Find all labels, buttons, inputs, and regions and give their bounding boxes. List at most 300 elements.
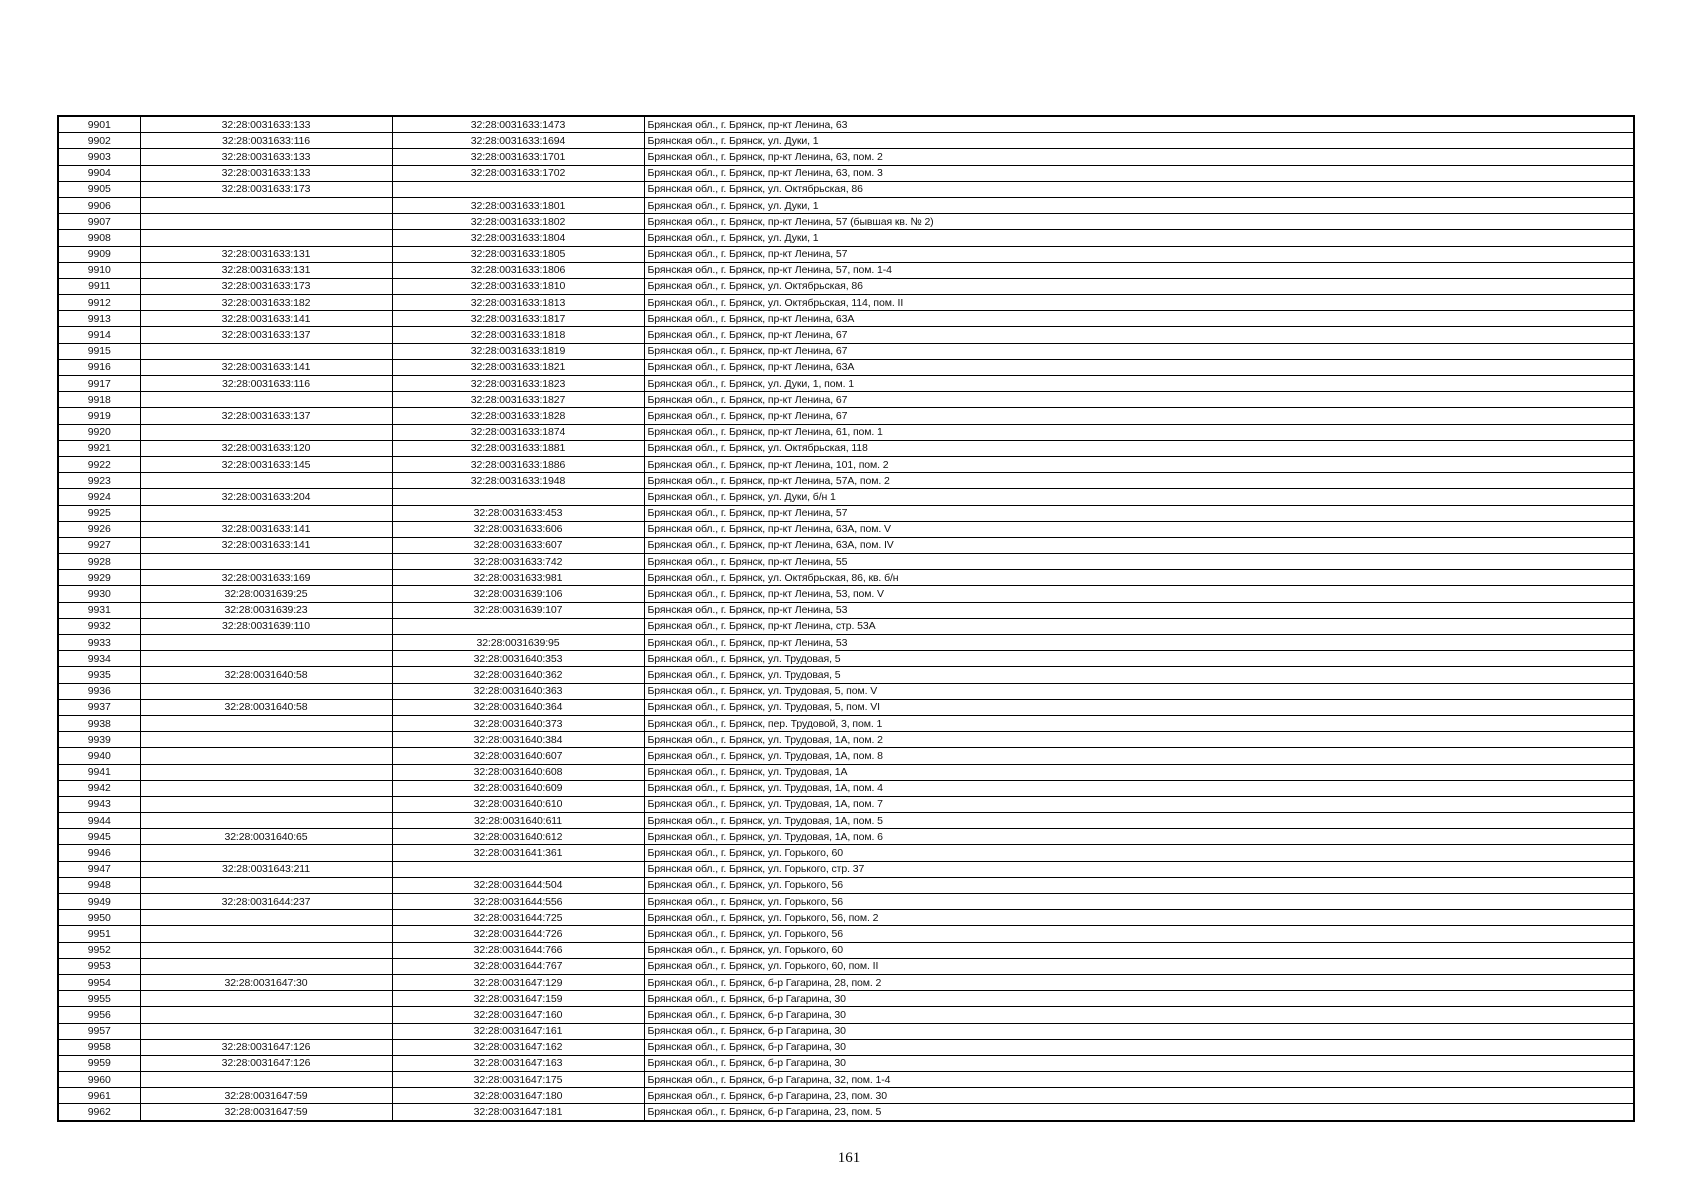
table-row <box>58 845 1634 861</box>
object-cadastral-number-cell: 32:28:0031633:606 <box>392 521 644 537</box>
object-cadastral-number-cell: 32:28:0031640:364 <box>392 699 644 715</box>
table-row <box>58 667 1634 683</box>
address-cell: Брянская обл., г. Брянск, пр-кт Ленина, 57, пом. 1-4 <box>644 262 1634 278</box>
table-row <box>58 262 1634 278</box>
table-row <box>58 958 1634 974</box>
table-row <box>58 230 1634 246</box>
land-plot-cadastral-number-cell <box>140 796 392 812</box>
land-plot-cadastral-number-cell: 32:28:0031633:120 <box>140 440 392 456</box>
row-number-cell: 9941 <box>58 764 140 780</box>
row-number-cell: 9917 <box>58 376 140 392</box>
table-row <box>58 295 1634 311</box>
table-row <box>58 1104 1634 1121</box>
object-cadastral-number-cell: 32:28:0031633:1801 <box>392 197 644 213</box>
land-plot-cadastral-number-cell <box>140 651 392 667</box>
object-cadastral-number-cell: 32:28:0031633:1813 <box>392 295 644 311</box>
address-cell: Брянская обл., г. Брянск, б-р Гагарина, 30 <box>644 1023 1634 1039</box>
table-row <box>58 715 1634 731</box>
object-cadastral-number-cell: 32:28:0031633:1802 <box>392 214 644 230</box>
address-cell: Брянская обл., г. Брянск, ул. Горького, 56, пом. 2 <box>644 910 1634 926</box>
row-number-cell: 9955 <box>58 991 140 1007</box>
object-cadastral-number-cell: 32:28:0031633:1948 <box>392 473 644 489</box>
address-cell: Брянская обл., г. Брянск, пр-кт Ленина, 67 <box>644 392 1634 408</box>
row-number-cell: 9943 <box>58 796 140 812</box>
object-cadastral-number-cell: 32:28:0031640:384 <box>392 732 644 748</box>
address-cell: Брянская обл., г. Брянск, пр-кт Ленина, 67 <box>644 408 1634 424</box>
address-cell: Брянская обл., г. Брянск, ул. Дуки, 1 <box>644 230 1634 246</box>
row-number-cell: 9935 <box>58 667 140 683</box>
address-cell: Брянская обл., г. Брянск, б-р Гагарина, 30 <box>644 1007 1634 1023</box>
table-row <box>58 197 1634 213</box>
table-row <box>58 910 1634 926</box>
land-plot-cadastral-number-cell: 32:28:0031633:182 <box>140 295 392 311</box>
address-cell: Брянская обл., г. Брянск, пр-кт Ленина, 53 <box>644 635 1634 651</box>
row-number-cell: 9956 <box>58 1007 140 1023</box>
land-plot-cadastral-number-cell: 32:28:0031640:58 <box>140 699 392 715</box>
address-cell: Брянская обл., г. Брянск, ул. Дуки, 1, пом. 1 <box>644 376 1634 392</box>
object-cadastral-number-cell: 32:28:0031640:353 <box>392 651 644 667</box>
address-cell: Брянская обл., г. Брянск, ул. Горького, 56 <box>644 894 1634 910</box>
table-row <box>58 829 1634 845</box>
table-row <box>58 214 1634 230</box>
land-plot-cadastral-number-cell: 32:28:0031633:169 <box>140 570 392 586</box>
address-cell: Брянская обл., г. Брянск, ул. Октябрьская, 114, пом. II <box>644 295 1634 311</box>
table-row <box>58 586 1634 602</box>
object-cadastral-number-cell: 32:28:0031639:95 <box>392 635 644 651</box>
object-cadastral-number-cell: 32:28:0031633:1818 <box>392 327 644 343</box>
address-cell: Брянская обл., г. Брянск, ул. Трудовая, 1А, пом. 8 <box>644 748 1634 764</box>
table-row <box>58 796 1634 812</box>
table-row <box>58 570 1634 586</box>
row-number-cell: 9924 <box>58 489 140 505</box>
table-row <box>58 521 1634 537</box>
land-plot-cadastral-number-cell <box>140 343 392 359</box>
row-number-cell: 9938 <box>58 715 140 731</box>
table-row <box>58 683 1634 699</box>
row-number-cell: 9904 <box>58 165 140 181</box>
object-cadastral-number-cell: 32:28:0031633:1806 <box>392 262 644 278</box>
address-cell: Брянская обл., г. Брянск, ул. Трудовая, 1А <box>644 764 1634 780</box>
table-row <box>58 974 1634 990</box>
land-plot-cadastral-number-cell: 32:28:0031647:30 <box>140 974 392 990</box>
row-number-cell: 9928 <box>58 554 140 570</box>
row-number-cell: 9911 <box>58 278 140 294</box>
table-row <box>58 618 1634 634</box>
table-row <box>58 440 1634 456</box>
table-row <box>58 780 1634 796</box>
table-row <box>58 327 1634 343</box>
object-cadastral-number-cell: 32:28:0031640:373 <box>392 715 644 731</box>
row-number-cell: 9931 <box>58 602 140 618</box>
table-row <box>58 392 1634 408</box>
land-plot-cadastral-number-cell: 32:28:0031647:126 <box>140 1039 392 1055</box>
object-cadastral-number-cell: 32:28:0031633:1881 <box>392 440 644 456</box>
address-cell: Брянская обл., г. Брянск, пр-кт Ленина, 67 <box>644 327 1634 343</box>
table-row <box>58 116 1634 133</box>
row-number-cell: 9918 <box>58 392 140 408</box>
table-row <box>58 554 1634 570</box>
address-cell: Брянская обл., г. Брянск, ул. Трудовая, 5, пом. VI <box>644 699 1634 715</box>
address-cell: Брянская обл., г. Брянск, ул. Горького, 60, пом. II <box>644 958 1634 974</box>
address-cell: Брянская обл., г. Брянск, ул. Дуки, 1 <box>644 197 1634 213</box>
row-number-cell: 9944 <box>58 813 140 829</box>
row-number-cell: 9910 <box>58 262 140 278</box>
row-number-cell: 9925 <box>58 505 140 521</box>
object-cadastral-number-cell: 32:28:0031633:1821 <box>392 359 644 375</box>
table-row <box>58 877 1634 893</box>
object-cadastral-number-cell: 32:28:0031644:767 <box>392 958 644 974</box>
table-row <box>58 894 1634 910</box>
row-number-cell: 9913 <box>58 311 140 327</box>
address-cell: Брянская обл., г. Брянск, ул. Трудовая, 1А, пом. 5 <box>644 813 1634 829</box>
registry-table <box>57 115 1635 1122</box>
land-plot-cadastral-number-cell <box>140 230 392 246</box>
address-cell: Брянская обл., г. Брянск, ул. Трудовая, 5 <box>644 667 1634 683</box>
row-number-cell: 9958 <box>58 1039 140 1055</box>
row-number-cell: 9950 <box>58 910 140 926</box>
land-plot-cadastral-number-cell <box>140 683 392 699</box>
address-cell: Брянская обл., г. Брянск, пр-кт Ленина, 57 <box>644 246 1634 262</box>
address-cell: Брянская обл., г. Брянск, пр-кт Ленина, 53 <box>644 602 1634 618</box>
address-cell: Брянская обл., г. Брянск, пр-кт Ленина, 67 <box>644 343 1634 359</box>
object-cadastral-number-cell: 32:28:0031647:181 <box>392 1104 644 1121</box>
address-cell: Брянская обл., г. Брянск, ул. Октябрьская, 118 <box>644 440 1634 456</box>
row-number-cell: 9945 <box>58 829 140 845</box>
row-number-cell: 9954 <box>58 974 140 990</box>
land-plot-cadastral-number-cell <box>140 764 392 780</box>
object-cadastral-number-cell: 32:28:0031639:107 <box>392 602 644 618</box>
address-cell: Брянская обл., г. Брянск, пр-кт Ленина, 57А, пом. 2 <box>644 473 1634 489</box>
address-cell: Брянская обл., г. Брянск, пр-кт Ленина, 61, пом. 1 <box>644 424 1634 440</box>
land-plot-cadastral-number-cell: 32:28:0031639:110 <box>140 618 392 634</box>
page-number: 161 <box>837 1150 861 1166</box>
land-plot-cadastral-number-cell: 32:28:0031643:211 <box>140 861 392 877</box>
object-cadastral-number-cell: 32:28:0031633:1874 <box>392 424 644 440</box>
land-plot-cadastral-number-cell: 32:28:0031647:59 <box>140 1104 392 1121</box>
land-plot-cadastral-number-cell: 32:28:0031633:141 <box>140 537 392 553</box>
address-cell: Брянская обл., г. Брянск, ул. Октябрьская, 86, кв. б/н <box>644 570 1634 586</box>
address-cell: Брянская обл., г. Брянск, пр-кт Ленина, 63А, пом. IV <box>644 537 1634 553</box>
address-cell: Брянская обл., г. Брянск, пр-кт Ленина, 55 <box>644 554 1634 570</box>
land-plot-cadastral-number-cell <box>140 813 392 829</box>
land-plot-cadastral-number-cell: 32:28:0031647:59 <box>140 1088 392 1104</box>
address-cell: Брянская обл., г. Брянск, ул. Дуки, 1 <box>644 133 1634 149</box>
row-number-cell: 9957 <box>58 1023 140 1039</box>
table-row <box>58 246 1634 262</box>
address-cell: Брянская обл., г. Брянск, ул. Горького, 60 <box>644 942 1634 958</box>
object-cadastral-number-cell: 32:28:0031633:1823 <box>392 376 644 392</box>
land-plot-cadastral-number-cell: 32:28:0031633:133 <box>140 149 392 165</box>
address-cell: Брянская обл., г. Брянск, б-р Гагарина, 28, пом. 2 <box>644 974 1634 990</box>
address-cell: Брянская обл., г. Брянск, ул. Горького, 56 <box>644 926 1634 942</box>
land-plot-cadastral-number-cell: 32:28:0031639:25 <box>140 586 392 602</box>
object-cadastral-number-cell: 32:28:0031640:362 <box>392 667 644 683</box>
land-plot-cadastral-number-cell <box>140 1023 392 1039</box>
address-cell: Брянская обл., г. Брянск, пр-кт Ленина, 63А, пом. V <box>644 521 1634 537</box>
table-row <box>58 505 1634 521</box>
table-row <box>58 1039 1634 1055</box>
table-row <box>58 748 1634 764</box>
land-plot-cadastral-number-cell: 32:28:0031633:141 <box>140 521 392 537</box>
address-cell: Брянская обл., г. Брянск, ул. Октябрьская, 86 <box>644 278 1634 294</box>
row-number-cell: 9908 <box>58 230 140 246</box>
object-cadastral-number-cell: 32:28:0031633:1828 <box>392 408 644 424</box>
object-cadastral-number-cell: 32:28:0031640:610 <box>392 796 644 812</box>
land-plot-cadastral-number-cell: 32:28:0031640:58 <box>140 667 392 683</box>
land-plot-cadastral-number-cell <box>140 635 392 651</box>
address-cell: Брянская обл., г. Брянск, пр-кт Ленина, 57 <box>644 505 1634 521</box>
land-plot-cadastral-number-cell <box>140 715 392 731</box>
row-number-cell: 9949 <box>58 894 140 910</box>
object-cadastral-number-cell: 32:28:0031633:1702 <box>392 165 644 181</box>
object-cadastral-number-cell: 32:28:0031640:607 <box>392 748 644 764</box>
row-number-cell: 9947 <box>58 861 140 877</box>
object-cadastral-number-cell: 32:28:0031633:1701 <box>392 149 644 165</box>
object-cadastral-number-cell: 32:28:0031644:726 <box>392 926 644 942</box>
table-row <box>58 278 1634 294</box>
row-number-cell: 9920 <box>58 424 140 440</box>
land-plot-cadastral-number-cell: 32:28:0031633:133 <box>140 116 392 133</box>
table-row <box>58 165 1634 181</box>
row-number-cell: 9915 <box>58 343 140 359</box>
land-plot-cadastral-number-cell: 32:28:0031640:65 <box>140 829 392 845</box>
row-number-cell: 9933 <box>58 635 140 651</box>
land-plot-cadastral-number-cell <box>140 392 392 408</box>
land-plot-cadastral-number-cell <box>140 845 392 861</box>
table-row <box>58 732 1634 748</box>
table-row <box>58 408 1634 424</box>
row-number-cell: 9929 <box>58 570 140 586</box>
row-number-cell: 9903 <box>58 149 140 165</box>
table-row <box>58 343 1634 359</box>
table-row <box>58 764 1634 780</box>
object-cadastral-number-cell: 32:28:0031644:556 <box>392 894 644 910</box>
object-cadastral-number-cell: 32:28:0031647:180 <box>392 1088 644 1104</box>
address-cell: Брянская обл., г. Брянск, ул. Трудовая, 5, пом. V <box>644 683 1634 699</box>
land-plot-cadastral-number-cell: 32:28:0031644:237 <box>140 894 392 910</box>
land-plot-cadastral-number-cell <box>140 910 392 926</box>
land-plot-cadastral-number-cell: 32:28:0031633:137 <box>140 408 392 424</box>
land-plot-cadastral-number-cell: 32:28:0031633:131 <box>140 246 392 262</box>
address-cell: Брянская обл., г. Брянск, ул. Горького, 56 <box>644 877 1634 893</box>
object-cadastral-number-cell: 32:28:0031633:981 <box>392 570 644 586</box>
row-number-cell: 9939 <box>58 732 140 748</box>
row-number-cell: 9902 <box>58 133 140 149</box>
land-plot-cadastral-number-cell: 32:28:0031633:204 <box>140 489 392 505</box>
address-cell: Брянская обл., г. Брянск, пр-кт Ленина, 63А <box>644 359 1634 375</box>
object-cadastral-number-cell: 32:28:0031647:160 <box>392 1007 644 1023</box>
object-cadastral-number-cell: 32:28:0031640:609 <box>392 780 644 796</box>
object-cadastral-number-cell: 32:28:0031647:162 <box>392 1039 644 1055</box>
table-row <box>58 1055 1634 1071</box>
address-cell: Брянская обл., г. Брянск, б-р Гагарина, 23, пом. 5 <box>644 1104 1634 1121</box>
table-row <box>58 926 1634 942</box>
address-cell: Брянская обл., г. Брянск, ул. Горького, 60 <box>644 845 1634 861</box>
address-cell: Брянская обл., г. Брянск, пр-кт Ленина, 57 (бывшая кв. № 2) <box>644 214 1634 230</box>
land-plot-cadastral-number-cell <box>140 197 392 213</box>
row-number-cell: 9916 <box>58 359 140 375</box>
object-cadastral-number-cell: 32:28:0031640:363 <box>392 683 644 699</box>
object-cadastral-number-cell: 32:28:0031647:159 <box>392 991 644 1007</box>
land-plot-cadastral-number-cell <box>140 732 392 748</box>
table-row <box>58 149 1634 165</box>
object-cadastral-number-cell: 32:28:0031647:175 <box>392 1072 644 1088</box>
row-number-cell: 9921 <box>58 440 140 456</box>
address-cell: Брянская обл., г. Брянск, б-р Гагарина, 30 <box>644 1055 1634 1071</box>
row-number-cell: 9923 <box>58 473 140 489</box>
table-row <box>58 181 1634 197</box>
row-number-cell: 9961 <box>58 1088 140 1104</box>
address-cell: Брянская обл., г. Брянск, пр-кт Ленина, 63 <box>644 116 1634 133</box>
address-cell: Брянская обл., г. Брянск, б-р Гагарина, 32, пом. 1-4 <box>644 1072 1634 1088</box>
object-cadastral-number-cell: 32:28:0031633:1804 <box>392 230 644 246</box>
object-cadastral-number-cell: 32:28:0031633:607 <box>392 537 644 553</box>
address-cell: Брянская обл., г. Брянск, ул. Трудовая, 1А, пом. 6 <box>644 829 1634 845</box>
address-cell: Брянская обл., г. Брянск, пр-кт Ленина, 63, пом. 3 <box>644 165 1634 181</box>
row-number-cell: 9927 <box>58 537 140 553</box>
address-cell: Брянская обл., г. Брянск, ул. Трудовая, 1А, пом. 7 <box>644 796 1634 812</box>
land-plot-cadastral-number-cell <box>140 424 392 440</box>
row-number-cell: 9936 <box>58 683 140 699</box>
object-cadastral-number-cell: 32:28:0031633:1817 <box>392 311 644 327</box>
row-number-cell: 9919 <box>58 408 140 424</box>
row-number-cell: 9914 <box>58 327 140 343</box>
row-number-cell: 9930 <box>58 586 140 602</box>
row-number-cell: 9926 <box>58 521 140 537</box>
object-cadastral-number-cell: 32:28:0031647:129 <box>392 974 644 990</box>
land-plot-cadastral-number-cell: 32:28:0031639:23 <box>140 602 392 618</box>
land-plot-cadastral-number-cell: 32:28:0031633:173 <box>140 278 392 294</box>
object-cadastral-number-cell: 32:28:0031644:766 <box>392 942 644 958</box>
land-plot-cadastral-number-cell: 32:28:0031633:137 <box>140 327 392 343</box>
object-cadastral-number-cell: 32:28:0031633:1819 <box>392 343 644 359</box>
address-cell: Брянская обл., г. Брянск, ул. Трудовая, 1А, пом. 4 <box>644 780 1634 796</box>
table-row <box>58 861 1634 877</box>
object-cadastral-number-cell: 32:28:0031647:161 <box>392 1023 644 1039</box>
address-cell: Брянская обл., г. Брянск, пер. Трудовой, 3, пом. 1 <box>644 715 1634 731</box>
table-row <box>58 424 1634 440</box>
table-row <box>58 473 1634 489</box>
row-number-cell: 9940 <box>58 748 140 764</box>
object-cadastral-number-cell: 32:28:0031640:611 <box>392 813 644 829</box>
table-row <box>58 942 1634 958</box>
row-number-cell: 9901 <box>58 116 140 133</box>
address-cell: Брянская обл., г. Брянск, б-р Гагарина, 30 <box>644 991 1634 1007</box>
land-plot-cadastral-number-cell <box>140 942 392 958</box>
object-cadastral-number-cell: 32:28:0031633:1805 <box>392 246 644 262</box>
registry-table-body <box>58 116 1634 1121</box>
land-plot-cadastral-number-cell <box>140 214 392 230</box>
object-cadastral-number-cell: 32:28:0031633:453 <box>392 505 644 521</box>
object-cadastral-number-cell: 32:28:0031633:742 <box>392 554 644 570</box>
object-cadastral-number-cell <box>392 618 644 634</box>
row-number-cell: 9953 <box>58 958 140 974</box>
table-row <box>58 311 1634 327</box>
land-plot-cadastral-number-cell <box>140 991 392 1007</box>
land-plot-cadastral-number-cell: 32:28:0031633:141 <box>140 311 392 327</box>
table-row <box>58 359 1634 375</box>
land-plot-cadastral-number-cell: 32:28:0031633:145 <box>140 456 392 472</box>
address-cell: Брянская обл., г. Брянск, пр-кт Ленина, 101, пом. 2 <box>644 456 1634 472</box>
row-number-cell: 9922 <box>58 456 140 472</box>
row-number-cell: 9962 <box>58 1104 140 1121</box>
land-plot-cadastral-number-cell: 32:28:0031633:116 <box>140 133 392 149</box>
row-number-cell: 9906 <box>58 197 140 213</box>
object-cadastral-number-cell <box>392 181 644 197</box>
row-number-cell: 9937 <box>58 699 140 715</box>
object-cadastral-number-cell: 32:28:0031641:361 <box>392 845 644 861</box>
land-plot-cadastral-number-cell <box>140 473 392 489</box>
table-row <box>58 1023 1634 1039</box>
address-cell: Брянская обл., г. Брянск, б-р Гагарина, 23, пом. 30 <box>644 1088 1634 1104</box>
table-row <box>58 489 1634 505</box>
table-row <box>58 1072 1634 1088</box>
land-plot-cadastral-number-cell <box>140 748 392 764</box>
table-row <box>58 991 1634 1007</box>
object-cadastral-number-cell <box>392 489 644 505</box>
table-row <box>58 537 1634 553</box>
land-plot-cadastral-number-cell <box>140 958 392 974</box>
object-cadastral-number-cell: 32:28:0031633:1827 <box>392 392 644 408</box>
land-plot-cadastral-number-cell <box>140 780 392 796</box>
land-plot-cadastral-number-cell: 32:28:0031633:141 <box>140 359 392 375</box>
address-cell: Брянская обл., г. Брянск, ул. Трудовая, 5 <box>644 651 1634 667</box>
land-plot-cadastral-number-cell: 32:28:0031633:131 <box>140 262 392 278</box>
object-cadastral-number-cell <box>392 861 644 877</box>
table-row <box>58 699 1634 715</box>
table-row <box>58 376 1634 392</box>
address-cell: Брянская обл., г. Брянск, пр-кт Ленина, 53, пом. V <box>644 586 1634 602</box>
table-row <box>58 635 1634 651</box>
table-row <box>58 456 1634 472</box>
land-plot-cadastral-number-cell <box>140 877 392 893</box>
address-cell: Брянская обл., г. Брянск, ул. Октябрьская, 86 <box>644 181 1634 197</box>
address-cell: Брянская обл., г. Брянск, пр-кт Ленина, 63А <box>644 311 1634 327</box>
land-plot-cadastral-number-cell: 32:28:0031633:173 <box>140 181 392 197</box>
object-cadastral-number-cell: 32:28:0031640:608 <box>392 764 644 780</box>
address-cell: Брянская обл., г. Брянск, ул. Дуки, б/н 1 <box>644 489 1634 505</box>
row-number-cell: 9942 <box>58 780 140 796</box>
object-cadastral-number-cell: 32:28:0031633:1886 <box>392 456 644 472</box>
land-plot-cadastral-number-cell <box>140 926 392 942</box>
address-cell: Брянская обл., г. Брянск, пр-кт Ленина, 63, пом. 2 <box>644 149 1634 165</box>
object-cadastral-number-cell: 32:28:0031640:612 <box>392 829 644 845</box>
table-row <box>58 1007 1634 1023</box>
table-row <box>58 133 1634 149</box>
land-plot-cadastral-number-cell: 32:28:0031633:133 <box>140 165 392 181</box>
address-cell: Брянская обл., г. Брянск, пр-кт Ленина, стр. 53А <box>644 618 1634 634</box>
land-plot-cadastral-number-cell <box>140 1072 392 1088</box>
land-plot-cadastral-number-cell: 32:28:0031647:126 <box>140 1055 392 1071</box>
table-row <box>58 813 1634 829</box>
row-number-cell: 9951 <box>58 926 140 942</box>
land-plot-cadastral-number-cell <box>140 505 392 521</box>
land-plot-cadastral-number-cell: 32:28:0031633:116 <box>140 376 392 392</box>
table-row <box>58 651 1634 667</box>
row-number-cell: 9946 <box>58 845 140 861</box>
row-number-cell: 9909 <box>58 246 140 262</box>
row-number-cell: 9948 <box>58 877 140 893</box>
row-number-cell: 9932 <box>58 618 140 634</box>
object-cadastral-number-cell: 32:28:0031639:106 <box>392 586 644 602</box>
row-number-cell: 9907 <box>58 214 140 230</box>
row-number-cell: 9960 <box>58 1072 140 1088</box>
land-plot-cadastral-number-cell <box>140 1007 392 1023</box>
row-number-cell: 9959 <box>58 1055 140 1071</box>
object-cadastral-number-cell: 32:28:0031633:1810 <box>392 278 644 294</box>
row-number-cell: 9912 <box>58 295 140 311</box>
object-cadastral-number-cell: 32:28:0031644:725 <box>392 910 644 926</box>
